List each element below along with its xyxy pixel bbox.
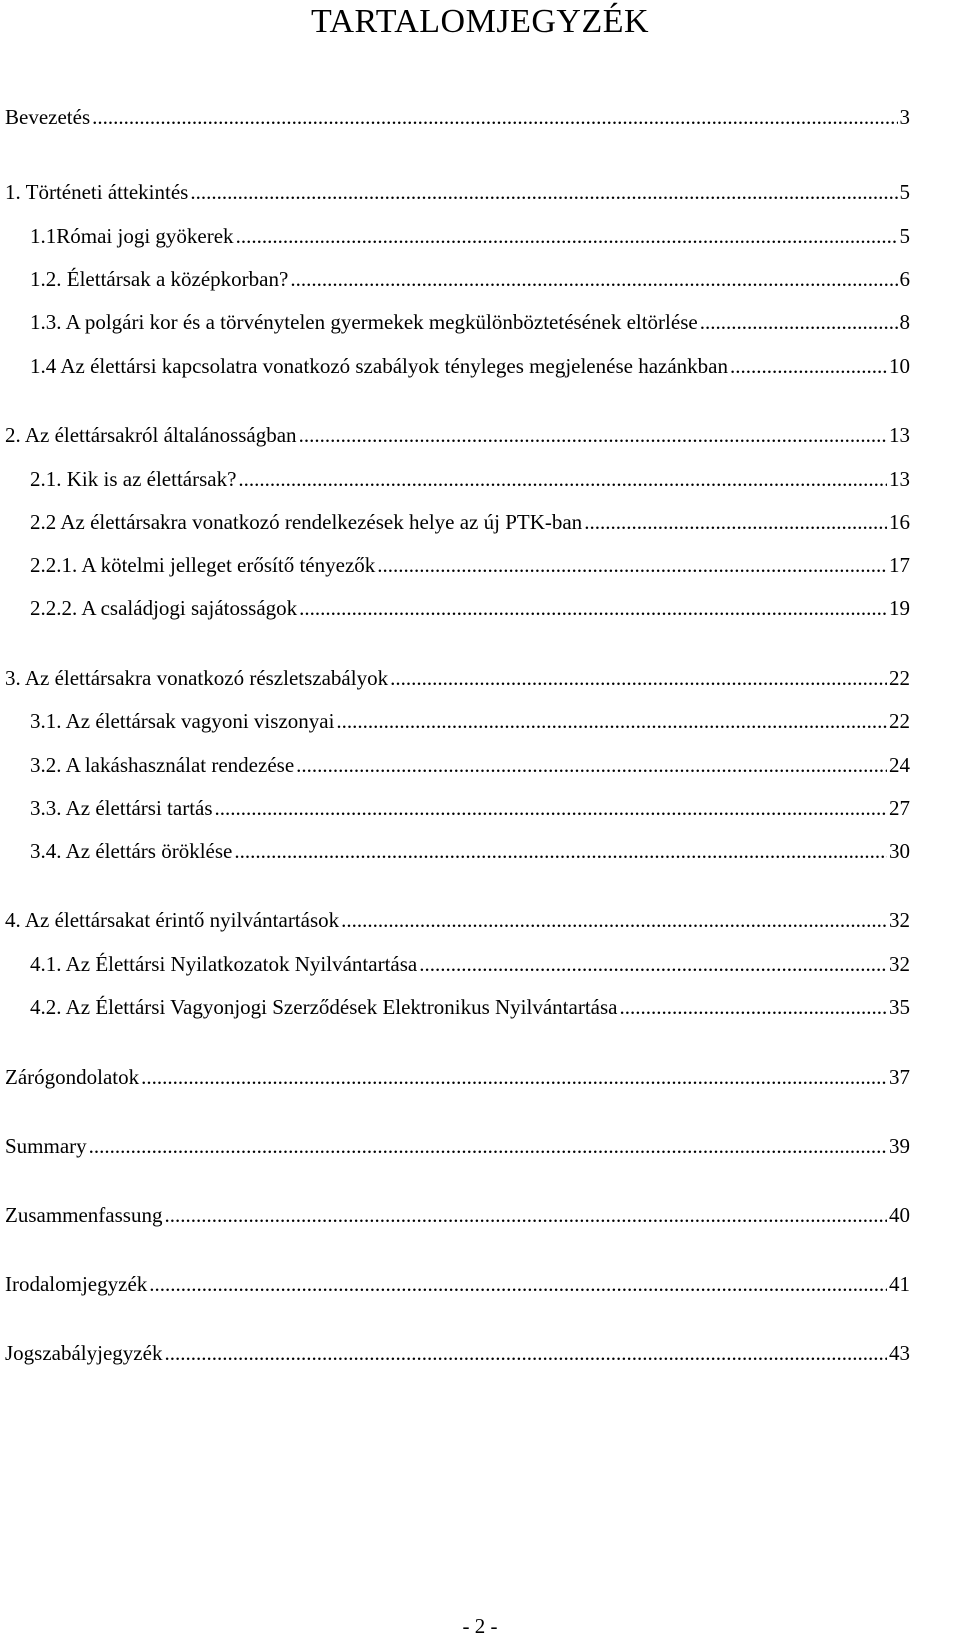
toc-entry-page: 5 (899, 224, 910, 248)
toc-entry-1-1[interactable] (30, 222, 910, 250)
dot-leader (149, 1270, 887, 1298)
dot-leader (419, 950, 887, 978)
toc-entry-label: 1.4 Az élettársi kapcsolatra vonatkozó szabályok tényleges megjelenése hazánkban (30, 354, 728, 378)
toc-entry-irodalomjegyzek[interactable] (5, 1270, 910, 1298)
toc-entry-page: 37 (889, 1065, 910, 1089)
dot-leader (299, 594, 887, 622)
toc-entry-label: Zusammenfassung (5, 1203, 163, 1227)
dot-leader (89, 1132, 887, 1160)
page-number: - 2 - (462, 1614, 498, 1638)
dot-leader (377, 551, 887, 579)
toc-entry-page: 35 (889, 995, 910, 1019)
toc-entry-jogszabalyjegyzek[interactable] (5, 1339, 910, 1367)
dot-leader (336, 707, 887, 735)
page-title: TARTALOMJEGYZÉK (310, 3, 650, 40)
toc-entry-page: 39 (889, 1134, 910, 1158)
toc-entry-label: Irodalomjegyzék (5, 1272, 148, 1296)
toc-entry-page: 27 (889, 796, 910, 820)
toc-entry-4[interactable] (5, 906, 910, 934)
toc-entry-page: 10 (889, 354, 910, 378)
toc-entry-1[interactable] (5, 178, 910, 206)
toc-entry-4-1[interactable] (30, 950, 910, 978)
toc-entry-page: 19 (889, 596, 910, 620)
dot-leader (290, 265, 897, 293)
toc-entry-page: 8 (899, 310, 910, 334)
toc-entry-2-2[interactable] (30, 508, 910, 536)
toc-entry-page: 32 (889, 908, 910, 932)
toc-entry-label: 1. Történeti áttekintés (5, 180, 189, 204)
toc-entry-label: 3.1. Az élettársak vagyoni viszonyai (30, 709, 335, 733)
dot-leader (390, 664, 887, 692)
toc-entry-label: 3. Az élettársakra vonatkozó részletszabályok (5, 666, 389, 690)
toc-entry-page: 32 (889, 952, 910, 976)
toc-entry-summary[interactable] (5, 1132, 910, 1160)
dot-leader (215, 794, 887, 822)
dot-leader (234, 837, 887, 865)
toc-entry-label: 1.3. A polgári kor és a törvénytelen gyermekek megkülönböztetésének eltörlése (30, 310, 698, 334)
toc-entry-label: Summary (5, 1134, 87, 1158)
toc-entry-page: 6 (899, 267, 910, 291)
dot-leader (619, 993, 887, 1021)
toc-entry-label: 2.1. Kik is az élettársak? (30, 467, 237, 491)
toc-entry-label: 4.2. Az Élettársi Vagyonjogi Szerződések Elektronikus Nyilvántartása (30, 995, 618, 1019)
toc-entry-label: 2.2.1. A kötelmi jelleget erősítő tényezők (30, 553, 376, 577)
dot-leader (730, 352, 887, 380)
toc-entry-label: Bevezetés (5, 105, 91, 129)
toc-entry-label: 1.1Római jogi gyökerek (30, 224, 234, 248)
toc-entry-2-2-1[interactable] (30, 551, 910, 579)
toc-entry-label: 3.2. A lakáshasználat rendezése (30, 753, 295, 777)
toc-entry-page: 13 (889, 467, 910, 491)
toc-entry-page: 17 (889, 553, 910, 577)
dot-leader (190, 178, 897, 206)
toc-entry-page: 22 (889, 666, 910, 690)
dot-leader (164, 1339, 887, 1367)
toc-entry-label: 3.4. Az élettárs öröklése (30, 839, 233, 863)
toc-entry-3-2[interactable] (30, 751, 910, 779)
toc-entry-2-2-2[interactable] (30, 594, 910, 622)
toc-entry-zusammenfassung[interactable] (5, 1201, 910, 1229)
toc-entry-2[interactable] (5, 421, 910, 449)
toc-entry-label: Jogszabályjegyzék (5, 1341, 163, 1365)
toc-entry-label: 4. Az élettársakat érintő nyilvántartások (5, 908, 340, 932)
toc-entry-1-4[interactable] (30, 352, 910, 380)
toc-entry-label: Zárógondolatok (5, 1065, 140, 1089)
toc-entry-page: 22 (889, 709, 910, 733)
toc-entry-3-1[interactable] (30, 707, 910, 735)
toc-entry-page: 13 (889, 423, 910, 447)
toc-entry-label: 3.3. Az élettársi tartás (30, 796, 213, 820)
toc-entry-page: 40 (889, 1203, 910, 1227)
dot-leader (296, 751, 887, 779)
toc-entry-page: 16 (889, 510, 910, 534)
toc-entry-page: 5 (899, 180, 910, 204)
toc-entry-page: 41 (889, 1272, 910, 1296)
dot-leader (700, 308, 898, 336)
toc-entry-label: 2.2.2. A családjogi sajátosságok (30, 596, 298, 620)
toc-entry-1-3[interactable] (30, 308, 910, 336)
dot-leader (238, 465, 887, 493)
toc-entry-bevezetes[interactable] (5, 103, 910, 131)
dot-leader (341, 906, 887, 934)
toc-entry-label: 2. Az élettársakról általánosságban (5, 423, 297, 447)
dot-leader (141, 1063, 887, 1091)
toc-entry-zarogondolatok[interactable] (5, 1063, 910, 1091)
toc-entry-label: 1.2. Élettársak a középkorban? (30, 267, 289, 291)
toc-entry-2-1[interactable] (30, 465, 910, 493)
dot-leader (164, 1201, 887, 1229)
toc-entry-3[interactable] (5, 664, 910, 692)
toc-entry-page: 3 (899, 105, 910, 129)
dot-leader (92, 103, 897, 131)
toc-entry-1-2[interactable] (30, 265, 910, 293)
toc-entry-page: 43 (889, 1341, 910, 1365)
dot-leader (584, 508, 887, 536)
toc-entry-4-2[interactable] (30, 993, 910, 1021)
toc-entry-3-3[interactable] (30, 794, 910, 822)
dot-leader (236, 222, 898, 250)
toc-entry-label: 2.2 Az élettársakra vonatkozó rendelkezések helye az új PTK-ban (30, 510, 583, 534)
toc-entry-label: 4.1. Az Élettársi Nyilatkozatok Nyilvántartása (30, 952, 418, 976)
toc-entry-page: 30 (889, 839, 910, 863)
toc-entry-page: 24 (889, 753, 910, 777)
dot-leader (299, 421, 887, 449)
toc-entry-3-4[interactable] (30, 837, 910, 865)
